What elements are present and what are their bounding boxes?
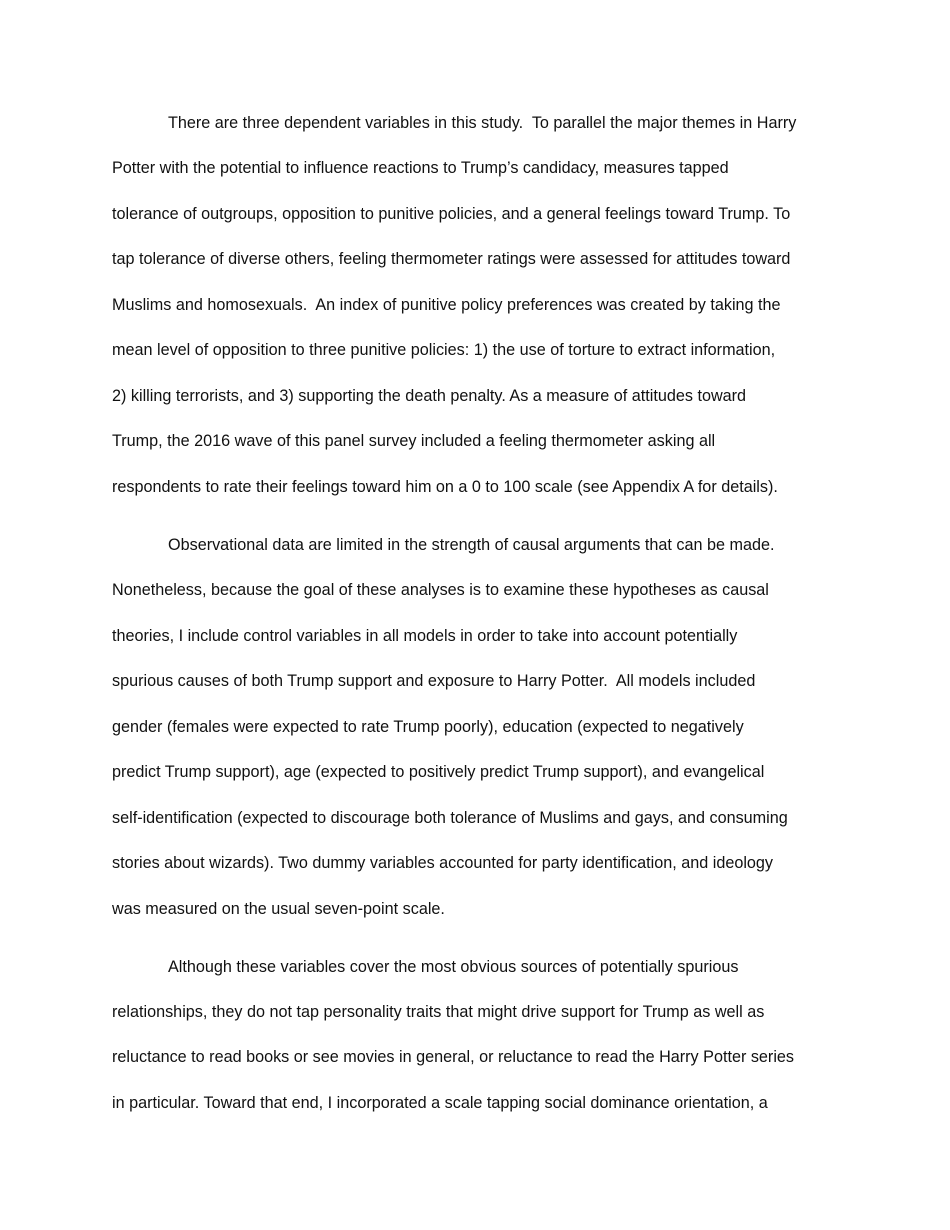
paragraph-line: self-identification (expected to discourage both tolerance of Muslims and gays, and consuming xyxy=(112,809,788,827)
paragraph-line: theories, I include control variables in all models in order to take into account potentially xyxy=(112,627,738,645)
paragraph-line: gender (females were expected to rate Trump poorly), education (expected to negatively xyxy=(112,718,744,736)
paragraph-line: stories about wizards). Two dummy variables accounted for party identification, and ideology xyxy=(112,854,774,872)
paragraph-line: Muslims and homosexuals. An index of punitive policy preferences was created by taking the xyxy=(112,296,781,314)
paragraph-line: mean level of opposition to three punitive policies: 1) the use of torture to extract information, xyxy=(112,341,776,359)
paragraph-line: 2) killing terrorists, and 3) supporting the death penalty. As a measure of attitudes toward xyxy=(112,387,747,405)
paragraph-line: respondents to rate their feelings toward him on a 0 to 100 scale (see Appendix A for details). xyxy=(112,478,778,496)
paragraph-line: in particular. Toward that end, I incorporated a scale tapping social dominance orientation, a xyxy=(112,1094,768,1112)
paragraph-line: Trump, the 2016 wave of this panel survey included a feeling thermometer asking all xyxy=(112,432,716,450)
paragraph-line: tolerance of outgroups, opposition to punitive policies, and a general feelings toward Trump. To xyxy=(112,205,791,223)
paragraph-line: was measured on the usual seven-point scale. xyxy=(112,900,445,918)
paragraph-line: tap tolerance of diverse others, feeling thermometer ratings were assessed for attitudes toward xyxy=(112,250,791,268)
paragraph-line: Although these variables cover the most obvious sources of potentially spurious xyxy=(168,958,739,976)
paragraph-line: predict Trump support), age (expected to positively predict Trump support), and evangelical xyxy=(112,763,765,781)
paragraph-line: spurious causes of both Trump support and exposure to Harry Potter. All models included xyxy=(112,672,756,690)
paragraph-line: Observational data are limited in the strength of causal arguments that can be made. xyxy=(168,536,775,554)
paragraph-line: reluctance to read books or see movies in general, or reluctance to read the Harry Potter series xyxy=(112,1048,795,1066)
paragraph-line: Nonetheless, because the goal of these analyses is to examine these hypotheses as causal xyxy=(112,581,769,599)
paragraph-line: relationships, they do not tap personality traits that might drive support for Trump as well as xyxy=(112,1003,765,1021)
paragraph-line: Potter with the potential to influence reactions to Trump’s candidacy, measures tapped xyxy=(112,159,729,177)
paragraph-line: There are three dependent variables in this study. To parallel the major themes in Harry xyxy=(168,114,797,132)
